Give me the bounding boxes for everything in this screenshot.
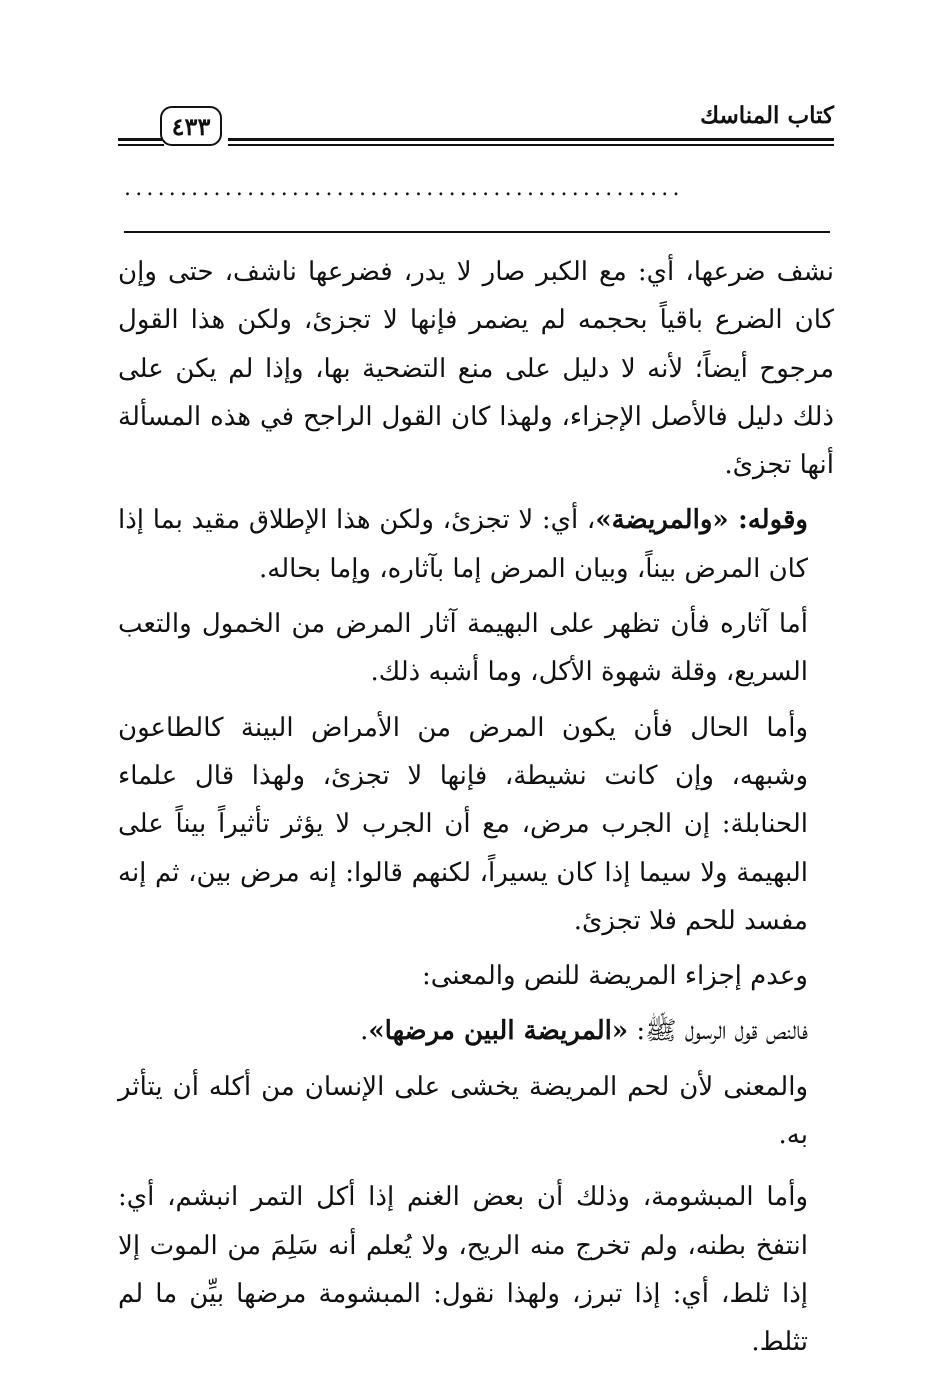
paragraph: وأما المبشومة، وذلك أن بعض الغنم إذا أكل التمر انبشم، أي: انتفخ بطنه، ولم تخرج منه الريح، ولا يُعلم أنه سَلِمَ من الموت إلا إذا ثلط، أي: إذا تبرز، ولهذا نقول: المبشومة مرضها بيِّن ما لم تثلط. [118, 1182, 808, 1358]
paragraph: نشف ضرعها، أي: مع الكبر صار لا يدر، فضرعها ناشف، حتى وإن كان الضرع باقياً بحجمه لم يضمر فإنها لا تجزئ، ولكن هذا القول مرجوح أيضاً؛ لأنه لا دليل على منع التضحية بها، وإذا لم يكن على ذلك دليل فالأصل الإجزاء، ولهذا كان القول الراجح في هذه المسألة أنها تجزئ. [118, 257, 834, 481]
page-number: ٤٣٣ [160, 106, 222, 146]
header-rule-left [118, 138, 164, 141]
paragraph: وقوله: «والمريضة»، أي: لا تجزئ، ولكن هذا الإطلاق مقيد بما إذا كان المرض بيناً، وبيان المرض إما بآثاره، وإما بحاله. [118, 505, 808, 584]
page-header [118, 104, 834, 154]
paragraph: وعدم إجزاء المريضة للنص والمعنى: [422, 961, 808, 992]
separator-line [124, 231, 830, 233]
paragraph: والمعنى لأن لحم المريضة يخشى على الإنسان من أكله أن يتأثر به. [118, 1071, 808, 1151]
paragraph: فالنص قول الرسول ﷺ: «المريضة البين مرضها». [360, 1016, 808, 1047]
paragraph: أما آثاره فأن تظهر على البهيمة آثار المرض من الخمول والتعب السريع، وقلة شهوة الأكل، وما أشبه ذلك. [118, 609, 808, 688]
body-text [118, 248, 834, 1367]
paragraph: وأما الحال فأن يكون المرض من الأمراض البينة كالطاعون وشبهه، وإن كانت نشيطة، فإنها لا تجزئ، ولهذا قال علماء الحنابلة: إن الجرب مرض، مع أن الجرب لا يؤثر تأثيراً بيناً على البهيمة ولا سيما إذا كان يسيراً، لكنهم قالوا: إنه مرض بين، ثم إنه مفسد للحم فلا تجزئ. [118, 712, 808, 936]
header-rule-left-thin [118, 144, 164, 146]
book-title: كتاب المناسك [692, 102, 834, 129]
header-rule-right-thin [228, 144, 834, 146]
header-rule-right [228, 138, 834, 141]
dotted-separator: .................................................. [124, 176, 684, 201]
